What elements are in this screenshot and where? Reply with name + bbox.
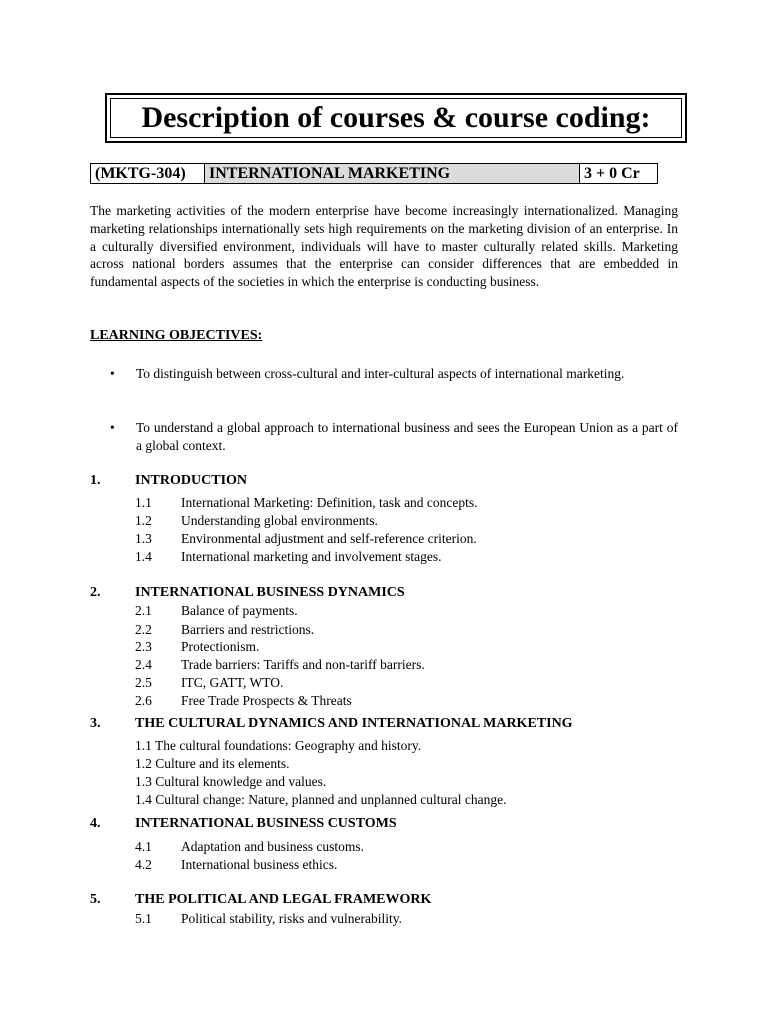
item-text: 1.4 Cultural change: Nature, planned and unplanned cultural change. <box>135 792 507 807</box>
section-number: 1. <box>90 473 101 488</box>
objective-item <box>110 419 678 455</box>
item-number: 1.1 <box>135 495 152 510</box>
course-credits: 3 + 0 Cr <box>584 164 640 182</box>
section-title: THE CULTURAL DYNAMICS AND INTERNATIONAL MARKETING <box>135 716 573 731</box>
list-item <box>135 857 337 873</box>
item-text: International Marketing: Definition, task and concepts. <box>181 495 478 510</box>
list-item <box>135 738 421 754</box>
list-item <box>135 675 283 691</box>
list-item <box>135 774 326 790</box>
item-text: Understanding global environments. <box>181 513 378 528</box>
section-title: INTRODUCTION <box>135 473 248 488</box>
bullet-icon: • <box>110 366 115 381</box>
item-text: Adaptation and business customs. <box>181 839 364 854</box>
course-header-row <box>90 163 658 184</box>
list-item <box>135 756 289 772</box>
objective-text: To distinguish between cross-cultural and inter-cultural aspects of international marketing. <box>136 366 625 381</box>
item-text: Free Trade Prospects & Threats <box>181 693 352 708</box>
item-number: 5.1 <box>135 911 152 926</box>
item-number: 1.2 <box>135 513 152 528</box>
item-text: 1.2 Culture and its elements. <box>135 756 290 771</box>
item-text: 1.1 The cultural foundations: Geography and history. <box>135 738 422 753</box>
section-number: 5. <box>90 892 101 907</box>
item-number: 1.4 <box>135 549 152 564</box>
section-heading <box>90 892 431 908</box>
item-number: 2.4 <box>135 657 152 672</box>
list-item <box>135 839 364 855</box>
page-title: Description of courses & course coding: <box>110 98 682 138</box>
list-item <box>135 657 425 673</box>
item-number: 2.6 <box>135 693 152 708</box>
section-title: INTERNATIONAL BUSINESS CUSTOMS <box>135 816 397 831</box>
section-heading <box>90 716 573 732</box>
section-title: THE POLITICAL AND LEGAL FRAMEWORK <box>135 892 432 907</box>
item-text: 1.3 Cultural knowledge and values. <box>135 774 327 789</box>
item-text: International marketing and involvement stages. <box>181 549 442 564</box>
item-number: 1.3 <box>135 531 152 546</box>
list-item <box>135 792 507 808</box>
item-text: Trade barriers: Tariffs and non-tariff barriers. <box>181 657 425 672</box>
section-heading <box>90 816 397 832</box>
section-title: INTERNATIONAL BUSINESS DYNAMICS <box>135 585 405 600</box>
intro-paragraph: The marketing activities of the modern enterprise have become increasingly internationalized. Managing marketing relationships internationally sets high requirements on the marketing division of an enterprise. In a culturally diversified environment, individuals will have to master culturally related skills. Marketing across national borders assumes that the enterprise can consider differences that are embedded in fundamental aspects of the societies in which the enterprise is conducting business. <box>90 203 678 290</box>
title-box <box>105 93 687 143</box>
list-item <box>135 639 259 655</box>
item-number: 2.1 <box>135 603 152 618</box>
bullet-icon: • <box>110 420 115 435</box>
item-text: International business ethics. <box>181 857 338 872</box>
list-item <box>135 911 402 927</box>
section-heading <box>90 473 247 489</box>
item-number: 2.3 <box>135 639 152 654</box>
section-heading <box>90 585 405 601</box>
course-name: INTERNATIONAL MARKETING <box>205 164 580 183</box>
item-text: Political stability, risks and vulnerability. <box>181 911 402 926</box>
item-number: 2.5 <box>135 675 152 690</box>
list-item <box>135 693 352 709</box>
list-item <box>135 603 298 619</box>
item-text: Environmental adjustment and self-reference criterion. <box>181 531 477 546</box>
list-item <box>135 495 478 511</box>
objectives-heading: LEARNING OBJECTIVES: <box>90 328 263 343</box>
list-item <box>135 622 314 638</box>
course-code: (MKTG-304) <box>91 164 205 183</box>
list-item <box>135 549 442 565</box>
section-number: 4. <box>90 816 101 831</box>
item-text: Barriers and restrictions. <box>181 622 315 637</box>
section-number: 2. <box>90 585 101 600</box>
objective-item <box>110 365 678 383</box>
item-number: 2.2 <box>135 622 152 637</box>
section-number: 3. <box>90 716 101 731</box>
objective-text: To understand a global approach to international business and sees the European Union as a part of a global context. <box>136 420 678 453</box>
list-item <box>135 513 378 529</box>
item-number: 4.2 <box>135 857 152 872</box>
item-text: Protectionism. <box>181 639 260 654</box>
item-number: 4.1 <box>135 839 152 854</box>
item-text: Balance of payments. <box>181 603 298 618</box>
item-text: ITC, GATT, WTO. <box>181 675 284 690</box>
list-item <box>135 531 477 547</box>
